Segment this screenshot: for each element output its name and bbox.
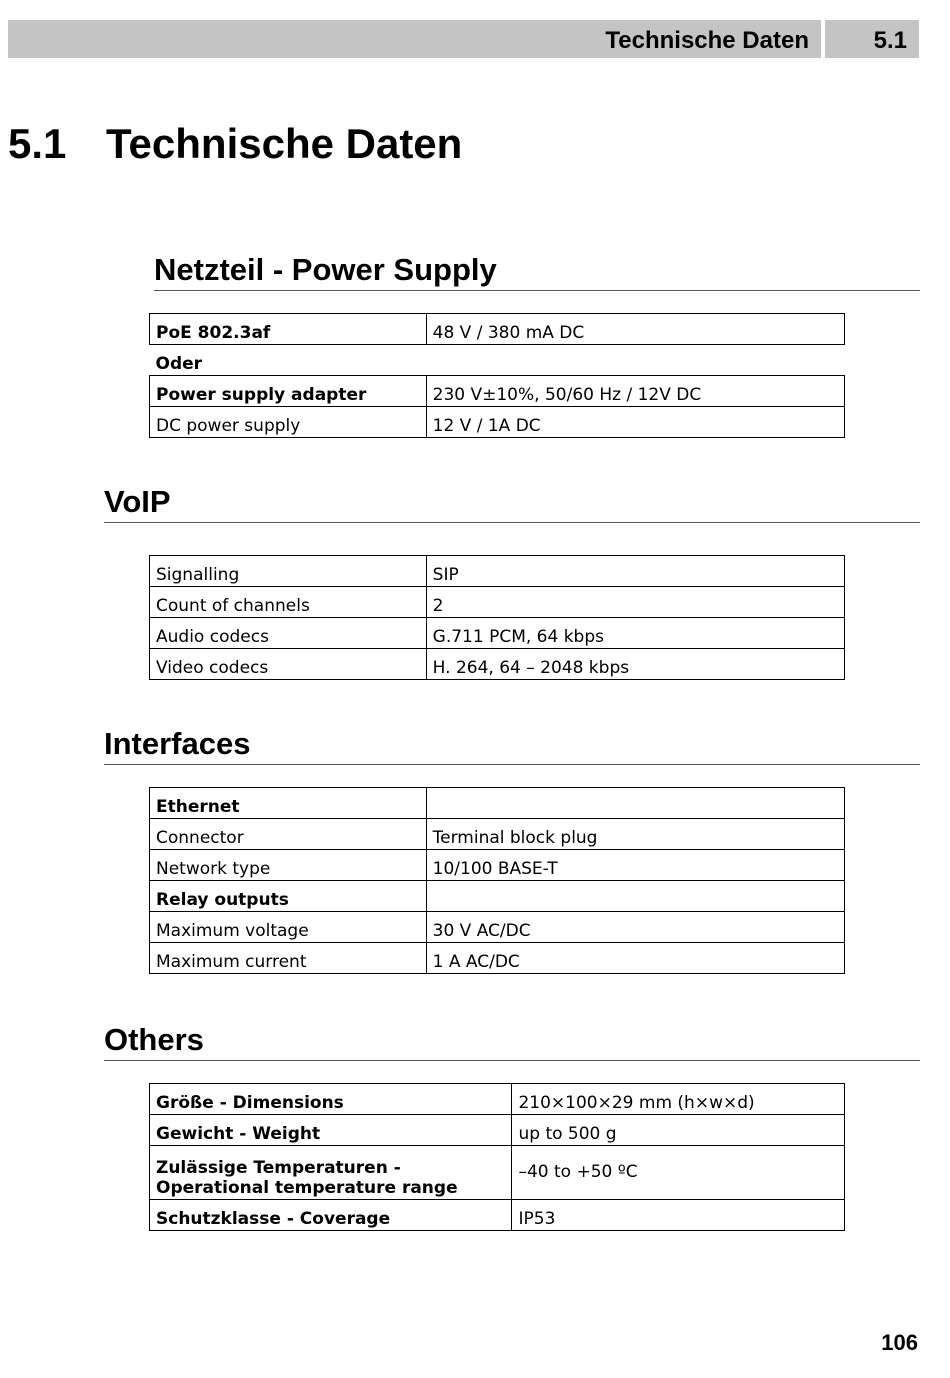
table-row [150, 314, 845, 345]
spec-value [426, 788, 844, 819]
chapter-title: Technische Daten [106, 120, 463, 167]
table-row [150, 819, 845, 850]
running-header-title: Technische Daten [605, 27, 809, 54]
spec-value [426, 881, 844, 912]
spec-label: Oder [155, 354, 203, 374]
table-row [150, 788, 845, 819]
spec-value: G.711 PCM, 64 kbps [426, 618, 844, 649]
spec-value: 230 V±10%, 50/60 Hz / 12V DC [426, 376, 844, 407]
section-title-voip: VoIP [104, 484, 920, 523]
spec-label: Maximum voltage [150, 912, 427, 943]
table-row [150, 1146, 845, 1200]
spec-label: Maximum current [150, 943, 427, 974]
spec-label: Größe - Dimensions [150, 1084, 512, 1115]
spec-value: 10/100 BASE-T [426, 850, 844, 881]
spec-value: 210×100×29 mm (h×w×d) [512, 1084, 845, 1115]
spec-value: 30 V AC/DC [426, 912, 844, 943]
others-table [149, 1083, 845, 1231]
table-row [150, 649, 845, 680]
table-row [150, 556, 845, 587]
spec-value: IP53 [512, 1200, 845, 1231]
spec-value: Terminal block plug [426, 819, 844, 850]
table-row [150, 943, 845, 974]
running-header-section-number: 5.1 [873, 27, 907, 54]
spec-label: Network type [150, 850, 427, 881]
spec-value: 2 [426, 587, 844, 618]
table-row [150, 376, 845, 407]
table-row [150, 618, 845, 649]
spec-label: Power supply adapter [150, 376, 427, 407]
spec-value: SIP [426, 556, 844, 587]
spec-label: Video codecs [150, 649, 427, 680]
spec-label-line-1: Zulässige Temperaturen - [156, 1158, 401, 1178]
page-number: 106 [881, 1330, 918, 1355]
spec-label-line-2: Operational temperature range [156, 1178, 458, 1198]
table-row [150, 1084, 845, 1115]
chapter-heading [8, 120, 462, 168]
spec-group-label: Relay outputs [150, 881, 427, 912]
spec-label: Audio codecs [150, 618, 427, 649]
spec-label: Schutzklasse - Coverage [150, 1200, 512, 1231]
spec-label: PoE 802.3af [150, 314, 427, 345]
table-row [150, 587, 845, 618]
chapter-number: 5.1 [8, 120, 67, 167]
spec-value: –40 to +50 ºC [512, 1146, 845, 1200]
spec-label: DC power supply [150, 407, 427, 438]
spec-value [426, 345, 844, 376]
interfaces-table [149, 787, 845, 974]
spec-label: Gewicht - Weight [150, 1115, 512, 1146]
section-title-interfaces: Interfaces [104, 726, 920, 765]
table-row [150, 881, 845, 912]
spec-value: H. 264, 64 – 2048 kbps [426, 649, 844, 680]
table-row [150, 407, 845, 438]
section-title-others: Others [104, 1022, 920, 1061]
spec-value: 12 V / 1A DC [426, 407, 844, 438]
voip-table [149, 555, 845, 680]
spec-label: Count of channels [150, 587, 427, 618]
running-header [8, 20, 919, 58]
spec-value: 1 A AC/DC [426, 943, 844, 974]
table-row [150, 850, 845, 881]
table-row [150, 345, 845, 376]
table-row [150, 1200, 845, 1231]
table-row [150, 912, 845, 943]
spec-label [150, 1146, 512, 1200]
power-supply-table [149, 313, 845, 438]
spec-group-label: Ethernet [150, 788, 427, 819]
spec-value: 48 V / 380 mA DC [426, 314, 844, 345]
spec-label: Connector [150, 819, 427, 850]
section-title-power-supply: Netzteil - Power Supply [154, 252, 920, 291]
table-row [150, 1115, 845, 1146]
spec-label: Signalling [150, 556, 427, 587]
spec-value: up to 500 g [512, 1115, 845, 1146]
